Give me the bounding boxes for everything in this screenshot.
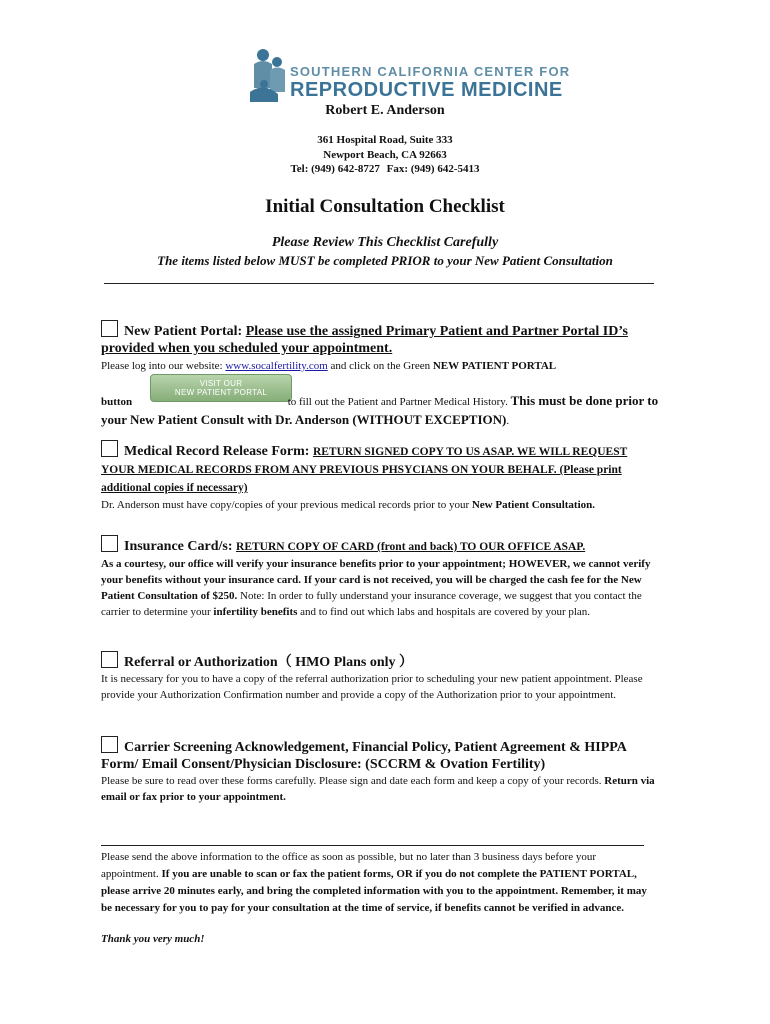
section-portal bbox=[101, 320, 661, 374]
referral-label: Referral or Authorization（ HMO Plans only ） bbox=[124, 655, 414, 670]
portal-checkbox[interactable] bbox=[101, 320, 118, 337]
page-title: Initial Consultation Checklist bbox=[265, 196, 505, 217]
insurance-note: Note: In order to fully understand your insurance coverage, we suggest that you contact the carrier to determine your bbox=[101, 590, 642, 618]
address-line1: 361 Hospital Road, Suite 333 bbox=[317, 134, 453, 146]
footer-bold: If you are unable to scan or fax the patient forms, OR if you do not complete the PATIENT PORTAL, please arrive 20 minutes early, and bring the completed information with you to the appointment. Remember, it may be necessary for you to pay for your consultation at the time of service, if benefits cannot be verified in advance. bbox=[101, 868, 647, 914]
insurance-bold-text: As a courtesy, our office will verify your insurance benefits prior to your appointment; HOWEVER, we cannot verify your benefits without your insurance card. If your card is not received, you will be charged the cash fee for the New Patient Consultation of $250. bbox=[101, 558, 651, 602]
records-label: Medical Record Release Form: bbox=[124, 444, 310, 459]
referral-heading bbox=[101, 651, 661, 671]
portal-button-line1: VISIT OUR bbox=[199, 379, 243, 388]
footer-plain: Please send the above information to the office as soon as possible, but no later than 3 business days before your appointment. bbox=[101, 851, 596, 880]
referral-body: It is necessary for you to have a copy of the referral authorization prior to scheduling your new patient appointment. Please provide your Authorization Confirmation number and provide a copy of the Authorization prior to your appointment. bbox=[101, 673, 643, 701]
carrier-body bbox=[101, 773, 661, 805]
carrier-body-text: Please be sure to read over these forms carefully. Please sign and date each form and keep a copy of your records. bbox=[101, 775, 602, 787]
section-referral bbox=[101, 651, 661, 703]
divider-bottom bbox=[101, 845, 644, 846]
insurance-note-bold: infertility benefits bbox=[213, 606, 298, 618]
carrier-heading bbox=[101, 736, 661, 773]
divider-top bbox=[104, 283, 654, 284]
must-complete-line: The items listed below MUST be completed PRIOR to your New Patient Consultation bbox=[157, 253, 613, 268]
insurance-note-end: and to find out which labs and hospitals are covered by your plan. bbox=[300, 606, 591, 618]
portal-fill-block bbox=[101, 392, 661, 430]
footer-text bbox=[101, 849, 651, 917]
must-be-done-text: This must be done prior to your New Patient Consult with Dr. Anderson (WITHOUT EXCEPTION) bbox=[101, 393, 659, 427]
family-figures-icon bbox=[248, 48, 290, 104]
portal-button-line2: NEW PATIENT PORTAL bbox=[174, 388, 268, 397]
website-link[interactable]: www.socalfertility.com bbox=[225, 360, 328, 372]
address-line2: Newport Beach, CA 92663 bbox=[323, 149, 447, 161]
insurance-body bbox=[101, 556, 661, 620]
records-body-text: Dr. Anderson must have copy/copies of your previous medical records prior to your bbox=[101, 499, 470, 511]
insurance-checkbox[interactable] bbox=[101, 535, 118, 552]
logo-line1: SOUTHERN CALIFORNIA CENTER FOR bbox=[290, 64, 571, 79]
section-insurance bbox=[101, 535, 661, 620]
fill-text: to fill out the Patient and Partner Medical History. bbox=[287, 396, 508, 408]
portal-instruction: Please use the assigned Primary Patient and Partner Portal ID’s provided when you scheduled your appointment. bbox=[101, 324, 628, 356]
contact-line bbox=[0, 163, 770, 175]
logo-line2: REPRODUCTIVE MEDICINE bbox=[290, 79, 563, 101]
section-carrier bbox=[101, 736, 661, 805]
insurance-label: Insurance Card/s: bbox=[124, 539, 233, 554]
carrier-label: Carrier Screening Acknowledgement, Financial Policy, Patient Agreement & HIPPA Form/ Email Consent/Physician Disclosure: (SCCRM & Ovation Fertility) bbox=[101, 740, 627, 772]
carrier-body-bold: Return via email or fax prior to your appointment. bbox=[101, 775, 655, 803]
thank-you: Thank you very much! bbox=[101, 933, 205, 945]
button-word: button bbox=[101, 396, 133, 408]
records-heading bbox=[101, 440, 661, 497]
tel-number: Tel: (949) 642-8727 bbox=[290, 163, 380, 175]
section-records bbox=[101, 440, 661, 513]
doctor-name: Robert E. Anderson bbox=[325, 103, 445, 118]
footer-note bbox=[101, 849, 651, 947]
records-checkbox[interactable] bbox=[101, 440, 118, 457]
referral-checkbox[interactable] bbox=[101, 651, 118, 668]
records-body-bold: New Patient Consultation. bbox=[471, 499, 595, 511]
portal-login-text: Please log into our website: bbox=[101, 360, 223, 372]
clinic-logo bbox=[248, 48, 571, 104]
portal-heading bbox=[101, 320, 661, 357]
records-body bbox=[101, 497, 661, 513]
portal-name: NEW PATIENT PORTAL bbox=[432, 360, 557, 372]
insurance-heading bbox=[101, 535, 661, 556]
portal-login-line bbox=[101, 358, 661, 374]
portal-fill-text bbox=[101, 392, 661, 430]
portal-click-text: and click on the Green bbox=[330, 360, 431, 372]
period: . bbox=[506, 415, 510, 427]
carrier-checkbox[interactable] bbox=[101, 736, 118, 753]
portal-label: New Patient Portal: bbox=[124, 324, 243, 339]
fax-number: Fax: (949) 642-5413 bbox=[386, 163, 480, 175]
review-subtitle: Please Review This Checklist Carefully bbox=[271, 235, 499, 250]
records-instruction: RETURN SIGNED COPY TO US ASAP. WE WILL REQUEST YOUR MEDICAL RECORDS FROM ANY PREVIOUS PHSYCIANS ON YOUR BEHALF. (Please print additional copies if necessary) bbox=[101, 446, 628, 494]
insurance-instruction: RETURN COPY OF CARD (front and back) TO OUR OFFICE ASAP. bbox=[236, 541, 586, 553]
